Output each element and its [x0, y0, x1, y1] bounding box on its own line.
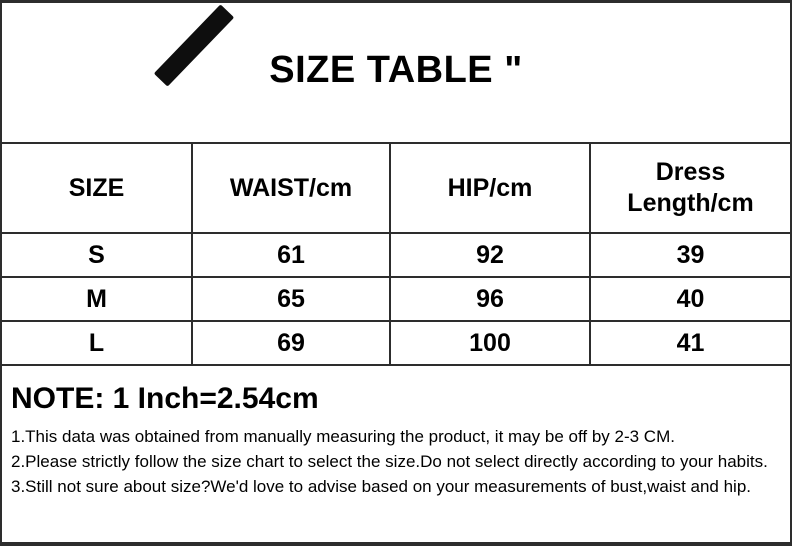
cell-size: L — [2, 321, 192, 365]
cell-size: M — [2, 277, 192, 321]
cell-dress-length: 41 — [590, 321, 790, 365]
cell-hip: 100 — [390, 321, 590, 365]
cell-hip: 92 — [390, 233, 590, 277]
note-line-2: 2.Please strictly follow the size chart to select the size.Do not select directly according to your habits. — [11, 452, 768, 471]
note-heading: NOTE: 1 Inch=2.54cm — [11, 382, 319, 415]
cell-waist: 69 — [192, 321, 390, 365]
note-line-3: 3.Still not sure about size?We'd love to advise based on your measurements of bust,waist and hip. — [11, 477, 752, 496]
cell-dress-length: 39 — [590, 233, 790, 277]
size-table — [2, 142, 790, 366]
column-header-size-label: SIZE — [68, 173, 125, 202]
table-row-l — [2, 321, 790, 365]
cell-waist: 61 — [192, 233, 390, 277]
cell-hip: 96 — [390, 277, 590, 321]
page-title: SIZE TABLE " — [269, 49, 523, 91]
cell-waist: 65 — [192, 277, 390, 321]
column-header-dress-length — [590, 143, 790, 233]
header-row — [2, 143, 790, 233]
size-table-body — [2, 233, 790, 365]
column-header-waist-label: WAIST/cm — [229, 173, 353, 202]
column-header-hip-label: HIP/cm — [447, 173, 533, 202]
table-row-s — [2, 233, 790, 277]
notes-section — [2, 366, 790, 542]
table-row-m — [2, 277, 790, 321]
size-table-header — [2, 143, 790, 233]
cell-dress-length: 40 — [590, 277, 790, 321]
column-header-dress-length-label: Dress Length/cm — [627, 158, 754, 217]
cell-size: S — [2, 233, 192, 277]
note-line-1: 1.This data was obtained from manually measuring the product, it may be off by 2-3 CM. — [11, 427, 675, 446]
column-header-size — [2, 143, 192, 233]
column-header-waist — [192, 143, 390, 233]
column-header-hip — [390, 143, 590, 233]
title-band — [2, 3, 790, 142]
